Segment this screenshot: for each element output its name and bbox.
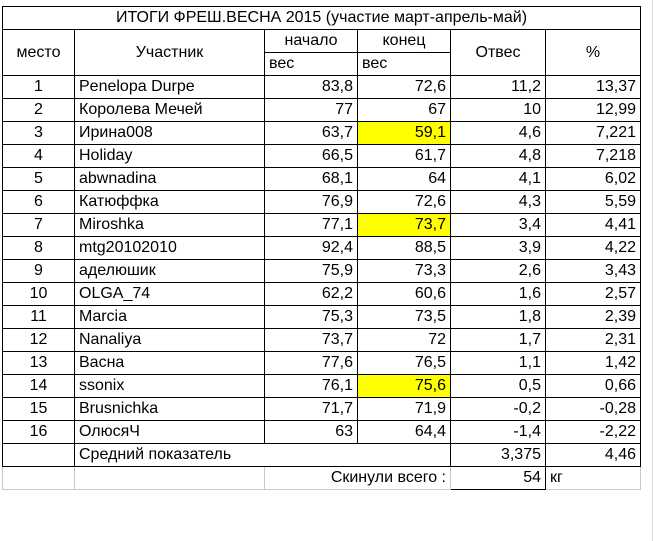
participant-cell: OLGA_74 xyxy=(75,283,265,306)
end-weight-cell: 64,4 xyxy=(358,421,451,444)
place-cell: 12 xyxy=(3,329,75,352)
place-cell: 1 xyxy=(3,76,75,99)
average-label: Средний показатель xyxy=(75,444,451,467)
average-loss: 3,375 xyxy=(451,444,546,467)
header-start-sub: вес xyxy=(265,53,358,76)
end-weight-cell: 72,6 xyxy=(358,191,451,214)
table-row xyxy=(3,191,641,214)
place-cell: 7 xyxy=(3,214,75,237)
loss-cell: 1,8 xyxy=(451,306,546,329)
end-weight-cell: 72,6 xyxy=(358,76,451,99)
percent-cell: 2,39 xyxy=(546,306,641,329)
start-weight-cell: 77,1 xyxy=(265,214,358,237)
total-unit: кг xyxy=(546,467,641,490)
participant-cell: Miroshka xyxy=(75,214,265,237)
loss-cell: 3,9 xyxy=(451,237,546,260)
end-weight-cell: 76,5 xyxy=(358,352,451,375)
start-weight-cell: 75,3 xyxy=(265,306,358,329)
table-row xyxy=(3,306,641,329)
table-row xyxy=(3,76,641,99)
start-weight-cell: 83,8 xyxy=(265,76,358,99)
end-weight-cell: 73,7 xyxy=(358,214,451,237)
start-weight-cell: 75,9 xyxy=(265,260,358,283)
loss-cell: 4,8 xyxy=(451,145,546,168)
table-row xyxy=(3,375,641,398)
percent-cell: 4,41 xyxy=(546,214,641,237)
header-start: начало xyxy=(265,30,358,53)
start-weight-cell: 63 xyxy=(265,421,358,444)
total-empty-cell-2 xyxy=(75,467,265,490)
table-row xyxy=(3,329,641,352)
header-percent: % xyxy=(546,30,641,76)
loss-cell: 1,1 xyxy=(451,352,546,375)
end-weight-cell: 73,5 xyxy=(358,306,451,329)
start-weight-cell: 73,7 xyxy=(265,329,358,352)
participant-cell: ssonix xyxy=(75,375,265,398)
participant-cell: Королева Мечей xyxy=(75,99,265,122)
place-cell: 4 xyxy=(3,145,75,168)
loss-cell: 10 xyxy=(451,99,546,122)
header-end: конец xyxy=(358,30,451,53)
loss-cell: -1,4 xyxy=(451,421,546,444)
start-weight-cell: 76,1 xyxy=(265,375,358,398)
table-row xyxy=(3,122,641,145)
place-cell: 6 xyxy=(3,191,75,214)
start-weight-cell: 77,6 xyxy=(265,352,358,375)
place-cell: 3 xyxy=(3,122,75,145)
percent-cell: 12,99 xyxy=(546,99,641,122)
total-label: Скинули всего : xyxy=(265,467,451,490)
results-table xyxy=(2,6,641,490)
start-weight-cell: 92,4 xyxy=(265,237,358,260)
start-weight-cell: 63,7 xyxy=(265,122,358,145)
start-weight-cell: 77 xyxy=(265,99,358,122)
loss-cell: 4,3 xyxy=(451,191,546,214)
percent-cell: 6,02 xyxy=(546,168,641,191)
start-weight-cell: 66,5 xyxy=(265,145,358,168)
table-row xyxy=(3,421,641,444)
place-cell: 8 xyxy=(3,237,75,260)
percent-cell: 2,31 xyxy=(546,329,641,352)
table-row xyxy=(3,99,641,122)
header-row-1 xyxy=(3,30,641,53)
loss-cell: 1,7 xyxy=(451,329,546,352)
place-cell: 10 xyxy=(3,283,75,306)
table-row xyxy=(3,237,641,260)
table-row xyxy=(3,352,641,375)
table-row xyxy=(3,214,641,237)
table-row xyxy=(3,260,641,283)
percent-cell: 0,66 xyxy=(546,375,641,398)
title-row xyxy=(3,7,641,30)
percent-cell: -0,28 xyxy=(546,398,641,421)
end-weight-cell: 67 xyxy=(358,99,451,122)
end-weight-cell: 73,3 xyxy=(358,260,451,283)
loss-cell: -0,2 xyxy=(451,398,546,421)
loss-cell: 1,6 xyxy=(451,283,546,306)
end-weight-cell: 71,9 xyxy=(358,398,451,421)
participant-cell: Brusnichka xyxy=(75,398,265,421)
header-participant: Участник xyxy=(75,30,265,76)
end-weight-cell: 59,1 xyxy=(358,122,451,145)
percent-cell: 3,43 xyxy=(546,260,641,283)
participant-cell: аделюшик xyxy=(75,260,265,283)
end-weight-cell: 88,5 xyxy=(358,237,451,260)
table-row xyxy=(3,145,641,168)
end-weight-cell: 75,6 xyxy=(358,375,451,398)
end-weight-cell: 72 xyxy=(358,329,451,352)
end-weight-cell: 64 xyxy=(358,168,451,191)
percent-cell: 4,22 xyxy=(546,237,641,260)
participant-cell: abwnadina xyxy=(75,168,265,191)
percent-cell: 2,57 xyxy=(546,283,641,306)
total-row xyxy=(3,467,641,490)
start-weight-cell: 68,1 xyxy=(265,168,358,191)
header-loss: Отвес xyxy=(451,30,546,76)
end-weight-cell: 60,6 xyxy=(358,283,451,306)
start-weight-cell: 71,7 xyxy=(265,398,358,421)
average-row xyxy=(3,444,641,467)
table-row xyxy=(3,398,641,421)
loss-cell: 0,5 xyxy=(451,375,546,398)
header-end-sub: вес xyxy=(358,53,451,76)
total-value: 54 xyxy=(451,467,546,490)
place-cell: 5 xyxy=(3,168,75,191)
loss-cell: 2,6 xyxy=(451,260,546,283)
table-row xyxy=(3,168,641,191)
participant-cell: Катюффка xyxy=(75,191,265,214)
participant-cell: Holiday xyxy=(75,145,265,168)
table-title: ИТОГИ ФРЕШ.ВЕСНА 2015 (участие март-апрель-май) xyxy=(3,7,641,30)
end-weight-cell: 61,7 xyxy=(358,145,451,168)
data-rows xyxy=(3,76,641,444)
participant-cell: Nanaliya xyxy=(75,329,265,352)
percent-cell: 5,59 xyxy=(546,191,641,214)
percent-cell: 1,42 xyxy=(546,352,641,375)
loss-cell: 3,4 xyxy=(451,214,546,237)
loss-cell: 11,2 xyxy=(451,76,546,99)
place-cell: 2 xyxy=(3,99,75,122)
table-row xyxy=(3,283,641,306)
percent-cell: 7,218 xyxy=(546,145,641,168)
participant-cell: Penelopa Durpe xyxy=(75,76,265,99)
place-cell: 14 xyxy=(3,375,75,398)
percent-cell: -2,22 xyxy=(546,421,641,444)
total-empty-cell-1 xyxy=(3,467,75,490)
loss-cell: 4,6 xyxy=(451,122,546,145)
participant-cell: Marcia xyxy=(75,306,265,329)
participant-cell: Ирина008 xyxy=(75,122,265,145)
participant-cell: Васна xyxy=(75,352,265,375)
place-cell: 15 xyxy=(3,398,75,421)
header-place: место xyxy=(3,30,75,76)
participant-cell: ОлюсяЧ xyxy=(75,421,265,444)
participant-cell: mtg20102010 xyxy=(75,237,265,260)
place-cell: 9 xyxy=(3,260,75,283)
percent-cell: 7,221 xyxy=(546,122,641,145)
loss-cell: 4,1 xyxy=(451,168,546,191)
start-weight-cell: 62,2 xyxy=(265,283,358,306)
average-percent: 4,46 xyxy=(546,444,641,467)
place-cell: 13 xyxy=(3,352,75,375)
place-cell: 11 xyxy=(3,306,75,329)
place-cell: 16 xyxy=(3,421,75,444)
average-empty-cell xyxy=(3,444,75,467)
start-weight-cell: 76,9 xyxy=(265,191,358,214)
percent-cell: 13,37 xyxy=(546,76,641,99)
